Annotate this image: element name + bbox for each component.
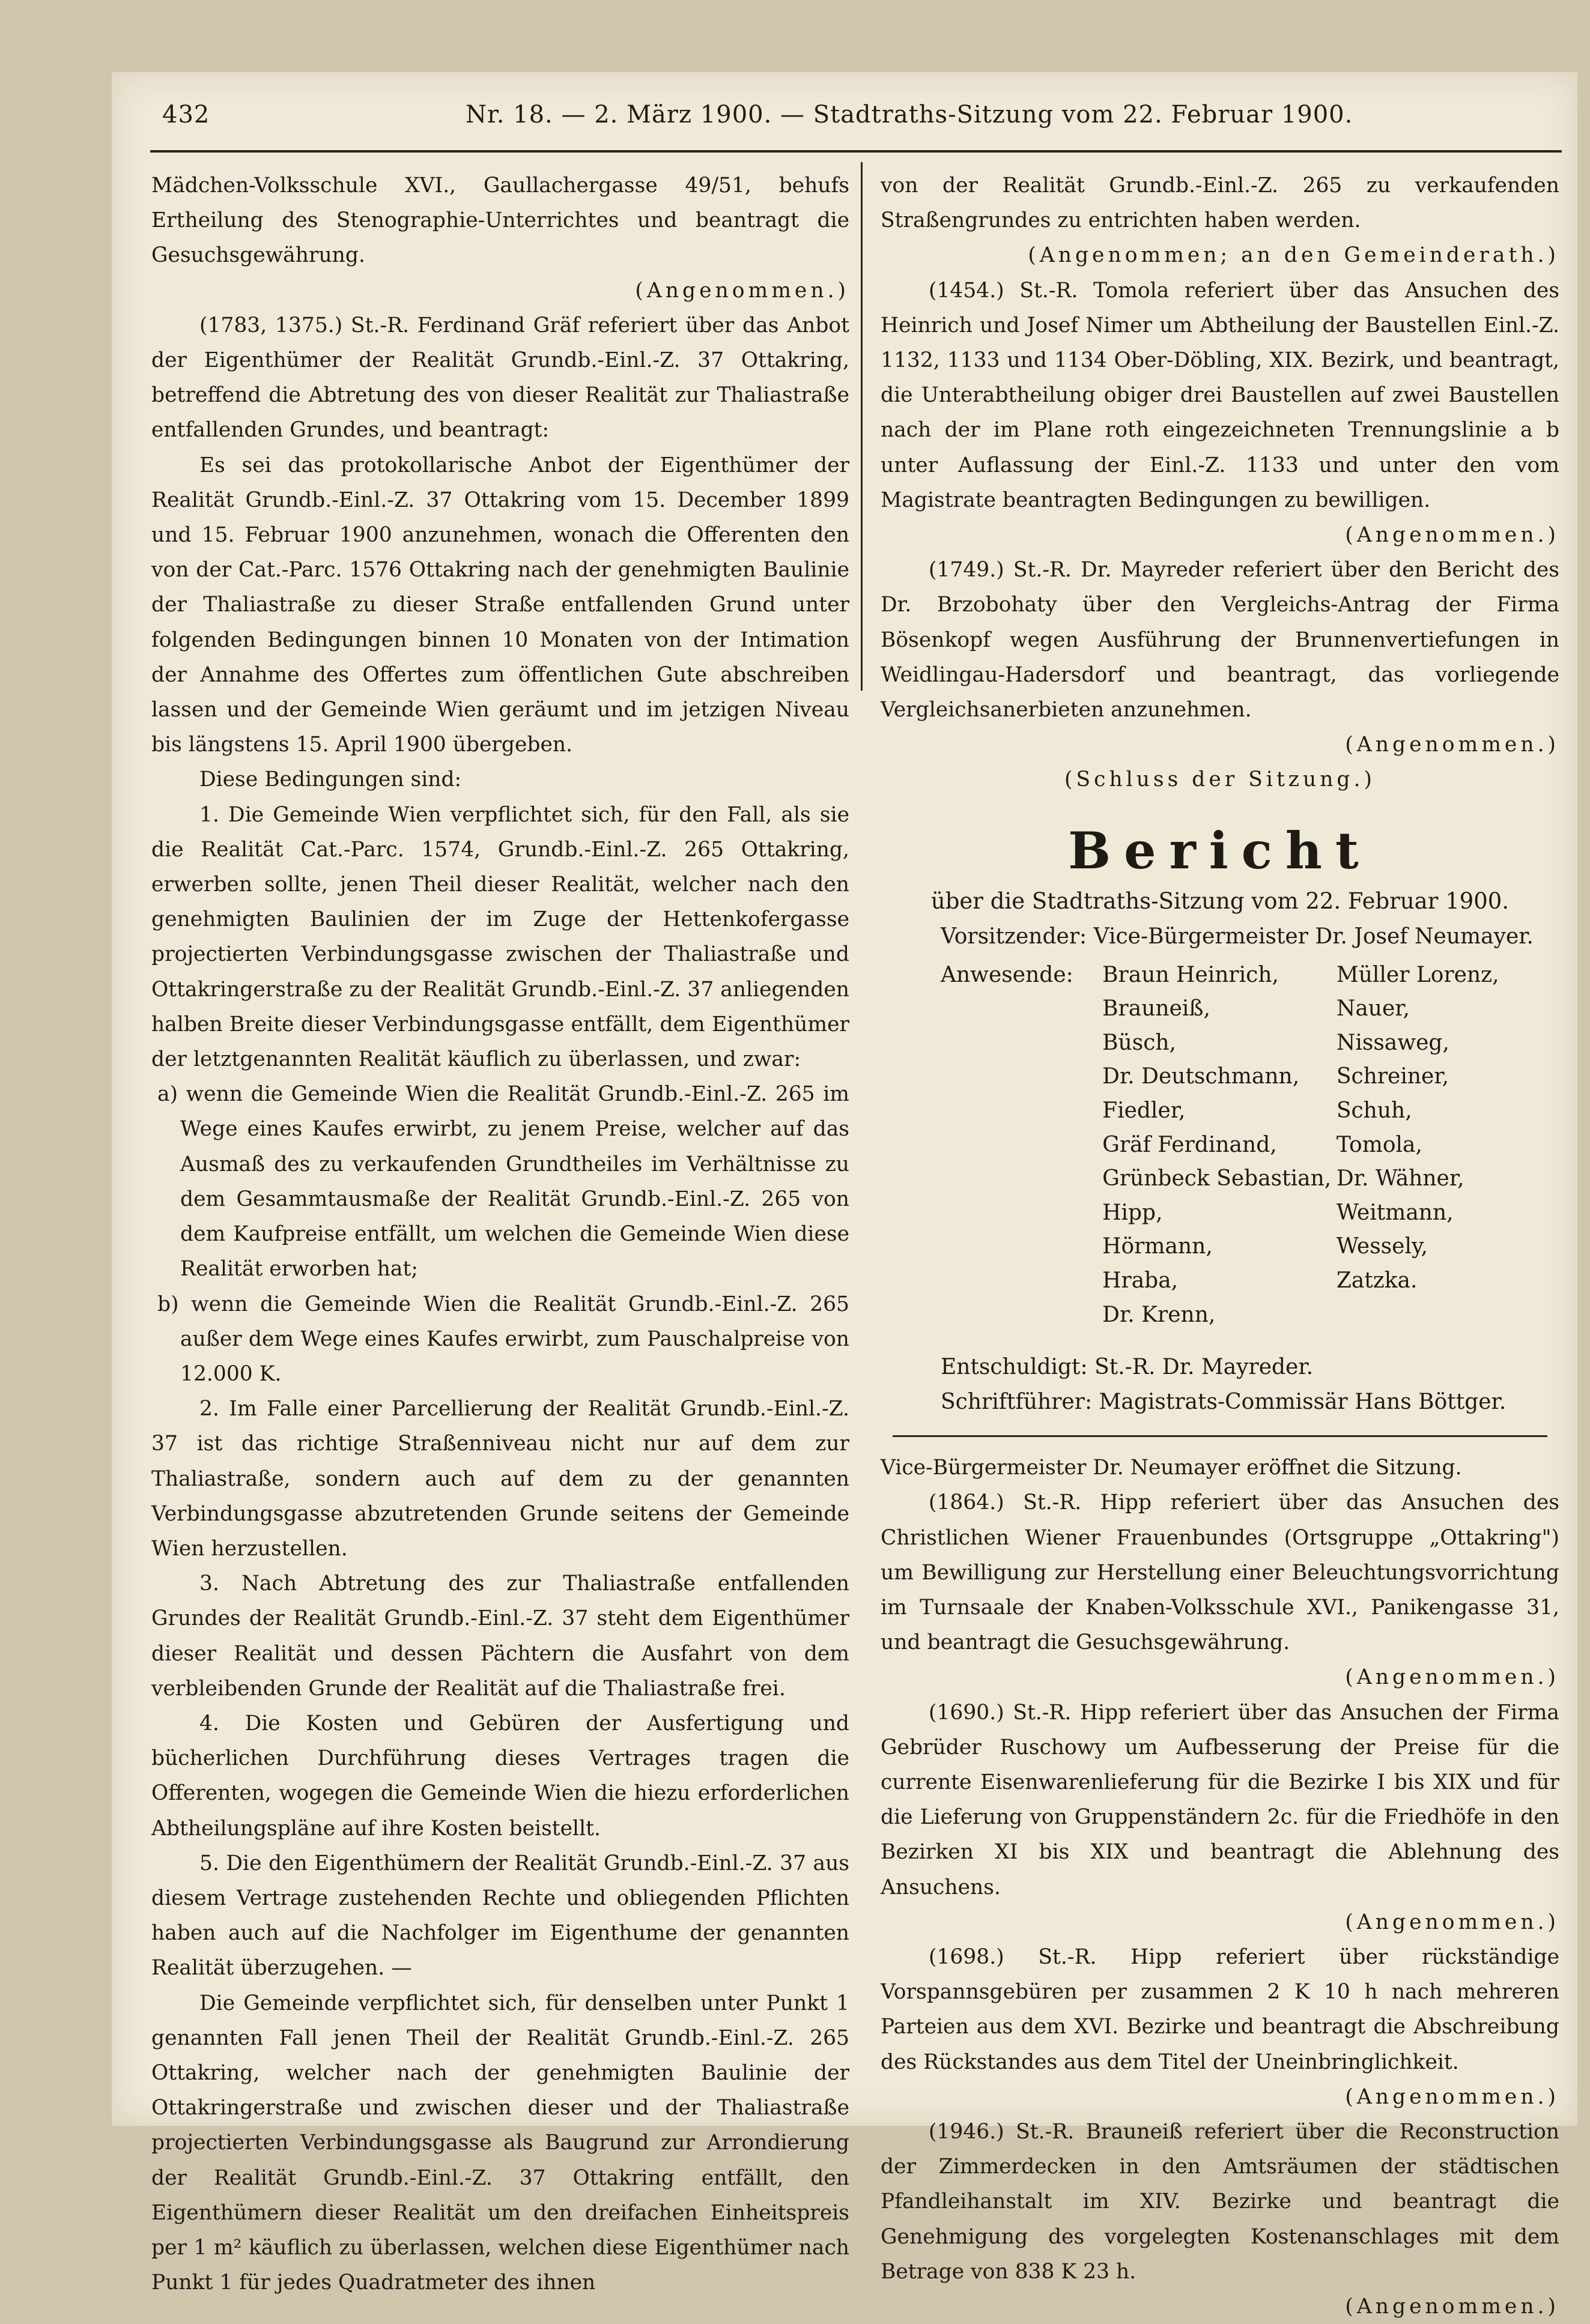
right-bottom-paragraph-2: (Angenommen.) [1345,1665,1559,1690]
left-paragraph-0: Mädchen-Volksschule XVI., Gaullachergasse 49/51, behufs Ertheilung des Stenographie-Unterrichtes und beantragt die Gesuchsgewährung. [151,174,849,268]
attendee-name: Zatzka. [1336,1268,1418,1293]
attendee-name: Schreiner, [1336,1064,1449,1089]
attendee-name: Weitmann, [1336,1200,1454,1225]
left-paragraph-8: 2. Im Falle einer Parcellierung der Realität Grundb.-Einl.-Z. 37 ist das richtige Straßenniveau nicht nur auf dem zur Thaliastraße, sondern auch auf dem zu der genannten Verbindungsgasse abzutretenden Grunde seitens der Gemeinde Wien herzustellen. [151,1397,849,1561]
page-header [162,101,1562,143]
right-bottom-paragraph-1: (1864.) St.-R. Hipp referiert über das Ansuchen des Christlichen Wiener Frauenbundes (Ortsgruppe „Ottakring") um Bewilligung zur Herstellung einer Beleuchtungsvorrichtung im Turnsaale der Knaben-Volksschule XVI., Panikengasse 31, und beantragt die Gesuchsgewährung. [881,1490,1559,1655]
right-bottom-paragraph-6: (Angenommen.) [1345,2084,1559,2109]
attendee-name: Hraba, [1102,1268,1179,1293]
chairman-line: Vorsitzender: Vice-Bürgermeister Dr. Josef Neumayer. [941,924,1534,949]
attendee-name: Büsch, [1102,1030,1176,1055]
column-rule [861,162,863,691]
left-paragraph-3: Es sei das protokollarische Anbot der Eigenthümer der Realität Grundb.-Einl.-Z. 37 Ottakring vom 15. December 1899 und 15. Februar 1900 anzunehmen, wonach die Offerenten den von der Cat.-Parc. 1576 Ottakring nach der genehmigten Baulinie der Thaliastraße zu dieser Straße entfallenden Grund unter folgenden Bedingungen binnen 10 Monaten von der Intimation der Annahme des Offertes zum öffentlichen Gute abschreiben lassen und der Gemeinde Wien geräumt und im jetzigen Niveau bis längstens 15. April 1900 übergeben. [151,453,849,757]
running-title: Nr. 18. — 2. März 1900. — Stadtraths-Sitzung vom 22. Februar 1900. [466,101,1353,129]
right-top-paragraph-2: (1454.) St.-R. Tomola referiert über das Ansuchen des Heinrich und Josef Nimer um Abtheilung der Baustellen Einl.-Z. 1132, 1133 und 1134 Ober-Döbling, XIX. Bezirk, und beantragt, die Unterabtheilung obiger drei Baustellen auf zwei Baustellen nach der im Plane roth eingezeichneten Trennungslinie a b unter Auflassung der Einl.-Z. 1133 und unter den vom Magistrate beantragten Bedingungen zu bewilligen. [881,278,1559,512]
right-bottom-section [881,1450,1559,2324]
right-bottom-paragraph-7: (1946.) St.-R. Brauneiß referiert über die Reconstruction der Zimmerdecken in den Amtsräumen der städtischen Pfandleihanstalt im XIV. Bezirke und beantragt die Genehmigung des vorgelegten Kostenanschlages mit dem Betrage von 838 K 23 h. [881,2120,1559,2284]
attendee-name: Schuh, [1336,1098,1412,1124]
right-top-paragraph-3: (Angenommen.) [1345,523,1559,548]
excused-line: Entschuldigt: St.-R. Dr. Mayreder. [941,1355,1314,1380]
attendee-name: Hipp, [1102,1200,1163,1225]
header-rule [150,150,1562,153]
bericht-title: Bericht [1068,820,1372,880]
left-paragraph-9: 3. Nach Abtretung des zur Thaliastraße entfallenden Grundes der Realität Grundb.-Einl.-Z. 37 steht dem Eigenthümer dieser Realität und dessen Pächtern die Ausfahrt von dem verbleibenden Grunde der Realität auf die Thaliastraße frei. [151,1572,849,1701]
attendee-name: Fiedler, [1102,1098,1186,1124]
left-paragraph-2: (1783, 1375.) St.-R. Ferdinand Gräf referiert über das Anbot der Eigenthümer der Realität Grundb.-Einl.-Z. 37 Ottakring, betreffend die Abtretung des von dieser Realität zur Thaliastraße entfallenden Grundes, und beantragt: [151,313,849,443]
attendee-name: Dr. Deutschmann, [1102,1064,1300,1089]
left-paragraph-4: Diese Bedingungen sind: [199,767,462,792]
right-bottom-paragraph-3: (1690.) St.-R. Hipp referiert über das Ansuchen der Firma Gebrüder Ruschowy um Aufbesserung der Preise für die currente Eisenwarenlieferung für die Bezirke I bis XIX und für die Lieferung von Gruppenständern 2c. für die Friedhöfe in den Bezirken XI bis XIX und beantragt die Ablehnung des Ansuchens. [881,1700,1559,1899]
attendee-name: Nissaweg, [1336,1030,1449,1055]
right-top-paragraph-5: (Angenommen.) [1345,733,1559,757]
right-top-paragraph-6: (Schluss der Sitzung.) [1064,767,1376,792]
bericht-subtitle: über die Stadtraths-Sitzung vom 22. Februar 1900. [930,888,1510,914]
right-top-paragraph-0: von der Realität Grundb.-Einl.-Z. 265 zu verkaufenden Straßengrundes zu entrichten haben werden. [881,174,1559,233]
page-number: 432 [162,101,210,129]
attendee-name: Braun Heinrich, [1102,962,1279,987]
left-paragraph-11: 5. Die den Eigenthümern der Realität Grundb.-Einl.-Z. 37 aus diesem Vertrage zustehenden Rechte und obliegenden Pflichten haben auch auf die Nachfolger im Eigenthume der genannten Realität überzugehen. — [151,1851,849,1981]
left-paragraph-5: 1. Die Gemeinde Wien verpflichtet sich, für den Fall, als sie die Realität Cat.-Parc. 1574, Grundb.-Einl.-Z. 265 Ottakring, erwerben sollte, jenen Theil dieser Realität, welcher nach den genehmigten Baulinien der im Zuge der Hettenkofergasse projectierten Verbindungsgasse zwischen der Thaliastraße und Ottakringerstraße zu der Realität Grundb.-Einl.-Z. 37 anliegenden halben Breite dieser Verbindungsgasse entfällt, dem Eigenthümer der letztgenannten Realität käuflich zu überlassen, und zwar: [151,802,849,1072]
attendee-name: Brauneiß, [1102,996,1210,1021]
left-paragraph-1: (Angenommen.) [635,278,849,303]
attendee-name: Grünbeck Sebastian, [1102,1166,1332,1191]
right-column [881,168,1559,2324]
left-paragraph-12: Die Gemeinde verpflichtet sich, für denselben unter Punkt 1 genannten Fall jenen Theil der Realität Grundb.-Einl.-Z. 265 Ottakring, welcher nach der genehmigten Baulinie der Ottakringerstraße und zwischen dieser und der Thaliastraße projectierten Verbindungsgasse als Baugrund zur Arrondierung der Realität Grundb.-Einl.-Z. 37 Ottakring entfällt, den Eigenthümern dieser Realität um den dreifachen Einheitspreis per 1 m² käuflich zu überlassen, welchen diese Eigenthümer nach Punkt 1 für jedes Quadratmeter des ihnen [151,1991,849,2295]
attendees-column-2 [1337,958,1559,1333]
right-bottom-paragraph-8: (Angenommen.) [1345,2295,1559,2319]
left-column [151,168,849,2300]
left-paragraph-10: 4. Die Kosten und Gebüren der Ausfertigung und bücherlichen Durchführung dieses Vertrages tragen die Offerenten, wogegen die Gemeinde Wien die hiezu erforderlichen Abtheilungspläne auf ihre Kosten beistellt. [151,1711,849,1841]
right-bottom-paragraph-0: Vice-Bürgermeister Dr. Neumayer eröffnet die Sitzung. [881,1456,1462,1480]
right-top-paragraph-4: (1749.) St.-R. Dr. Mayreder referiert über den Bericht des Dr. Brzobohaty über den Vergleichs-Antrag der Firma Bösenkopf wegen Ausführung der Brunnenvertiefungen in Weidlingau-Hadersdorf und beantragt, das vorliegende Vergleichsanerbieten anzunehmen. [881,558,1559,722]
attendee-name: Müller Lorenz, [1336,962,1499,987]
attendees-label: Anwesende: [941,962,1073,987]
left-paragraph-6: a) wenn die Gemeinde Wien die Realität Grundb.-Einl.-Z. 265 im Wege eines Kaufes erwirbt, zu jenem Preise, welcher auf das Ausmaß des zu verkaufenden Grundtheiles im Verhältnisse zu dem Gesammtausmaße der Realität Grundb.-Einl.-Z. 265 von dem Kaufpreise entfällt, um welchen die Gemeinde Wien diese Realität erworben hat; [157,1082,849,1282]
right-bottom-paragraph-4: (Angenommen.) [1345,1910,1559,1934]
attendee-name: Hörmann, [1102,1234,1213,1259]
attendee-name: Nauer, [1336,996,1410,1021]
right-top-section [881,168,1559,797]
section-divider [893,1435,1547,1437]
attendees-column-1 [1102,958,1337,1333]
attendees-roster [881,958,1559,1333]
right-top-paragraph-1: (Angenommen; an den Gemeinderath.) [1028,243,1559,268]
attendee-name: Dr. Wähner, [1336,1166,1464,1191]
left-paragraph-7: b) wenn die Gemeinde Wien die Realität Grundb.-Einl.-Z. 265 außer dem Wege eines Kaufes erwirbt, zum Pauschalpreise von 12.000 K. [157,1292,849,1386]
attendee-name: Dr. Krenn, [1102,1302,1216,1327]
right-bottom-paragraph-5: (1698.) St.-R. Hipp referiert über rückständige Vorspannsgebüren per zusammen 2 K 10 h nach mehreren Parteien aus dem XVI. Bezirke und beantragt die Abschreibung des Rückstandes aus dem Titel der Uneinbringlichkeit. [881,1945,1559,2074]
attendee-name: Wessely, [1336,1234,1428,1259]
attendee-name: Gräf Ferdinand, [1102,1132,1277,1157]
attendee-name: Tomola, [1336,1132,1422,1157]
secretary-line: Schriftführer: Magistrats-Commissär Hans Böttger. [941,1390,1507,1415]
